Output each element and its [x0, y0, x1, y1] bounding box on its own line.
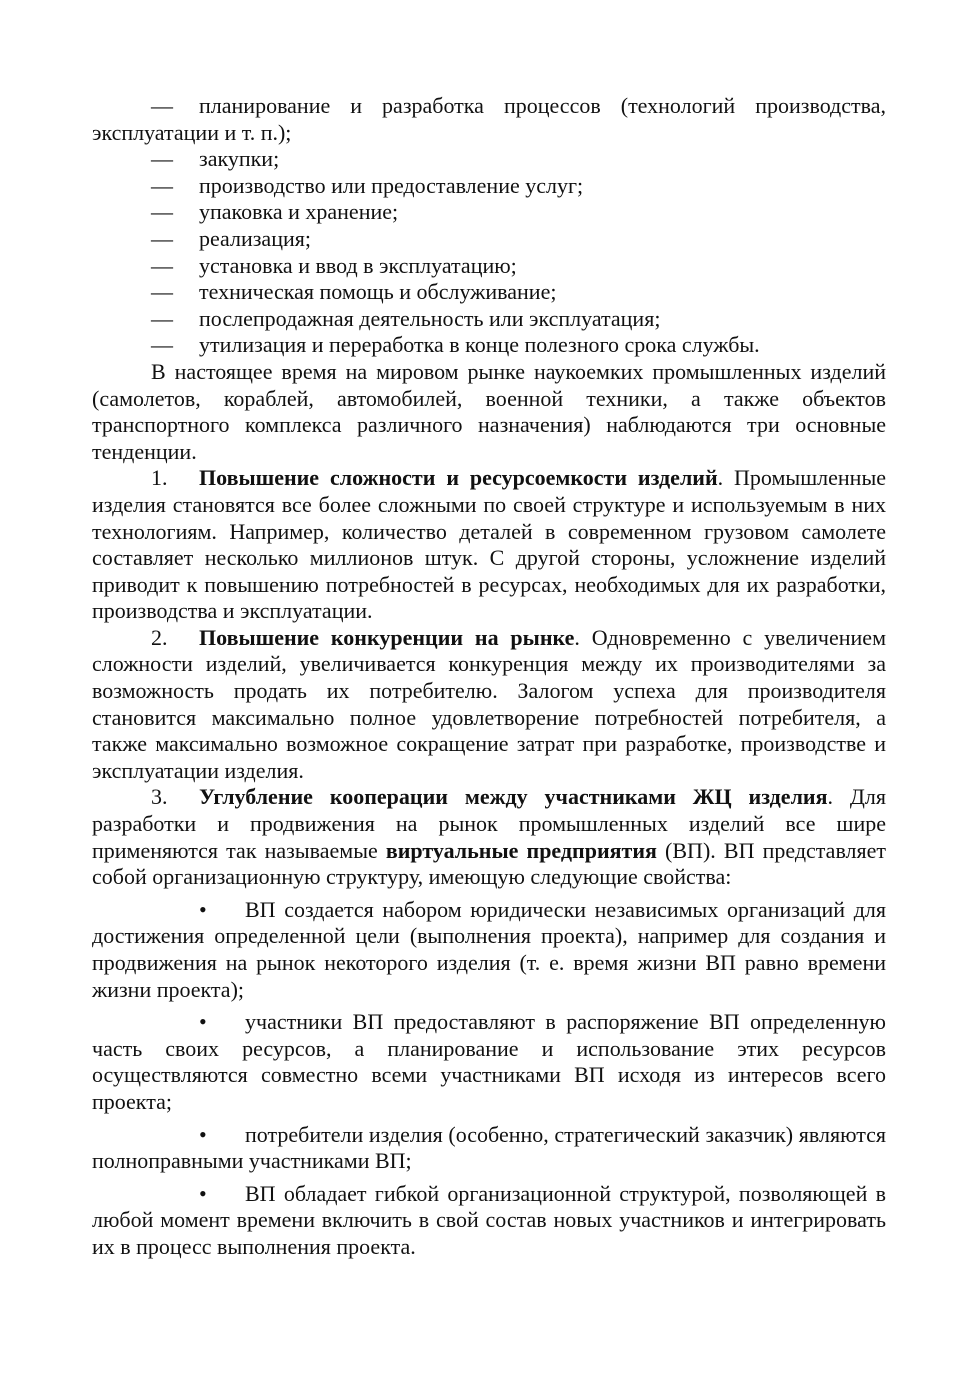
trend-number: 2. [151, 624, 168, 650]
vp-properties-list [92, 897, 886, 1261]
dash-marker: — [151, 199, 173, 225]
bullet-marker: • [199, 1180, 207, 1206]
list-item-text: реализация; [199, 225, 311, 251]
list-item-text: ВП создается набором юридически независимых организаций для достижения определенной цели (выполнения проекта), например для создания и продвижения на рынок некоторого изделия (т. е. время жизни ВП равно времени жизни проекта); [92, 896, 886, 1002]
list-item-text: утилизация и переработка в конце полезного срока службы. [199, 332, 760, 358]
list-item [92, 146, 886, 173]
list-item-text: упаковка и хранение; [199, 199, 399, 225]
list-item [92, 1009, 886, 1115]
list-item [92, 173, 886, 200]
intro-paragraph: В настоящее время на мировом рынке наукоемких промышленных изделий (самолетов, кораблей, автомобилей, военной техники, а также объектов транспортного комплекса различного назначения) наблюдаются три основные тенденции. [92, 358, 886, 464]
list-item [92, 253, 886, 280]
list-item [92, 226, 886, 253]
list-item [92, 279, 886, 306]
trend-item-1 [92, 465, 886, 625]
trend-title: Повышение конкуренции на рынке [199, 624, 575, 650]
lifecycle-stage-list [92, 93, 886, 359]
bullet-marker: • [199, 896, 207, 922]
list-item-text: послепродажная деятельность или эксплуатация; [199, 305, 661, 331]
dash-marker: — [151, 305, 173, 331]
list-item-text: участники ВП предоставляют в распоряжение ВП определенную часть своих ресурсов, а планирование и использование этих ресурсов осуществляются совместно всеми участниками ВП исходя из интересов всего проекта; [92, 1009, 886, 1114]
list-item-text: закупки; [199, 146, 280, 172]
trend-text: . Промышленные изделия становятся все более сложными по своей структуре и используемым в них технологиям. Например, количество деталей в современном грузовом самолете составляет несколько миллионов штук. С другой стороны, усложнение изделий приводит к повышению потребностей в ресурсах, необходимых для их разработки, производства и эксплуатации. [92, 465, 886, 624]
list-item [92, 1181, 886, 1261]
dash-marker: — [151, 146, 173, 172]
list-item [92, 1122, 886, 1175]
list-item [92, 93, 886, 146]
list-item-text: установка и ввод в эксплуатацию; [199, 252, 517, 278]
trend-item-3 [92, 784, 886, 890]
list-item-text: техническая помощь и обслуживание; [199, 279, 557, 305]
list-item-text: производство или предоставление услуг; [199, 172, 584, 198]
dash-marker: — [151, 279, 173, 305]
trend-text: . Одновременно с увеличением сложности изделий, увеличивается конкуренция между их производителями за возможность продать их потребителю. Залогом успеха для производителя становится максимально полное удовлетворение потребностей потребителя, а также максимально возможное сокращение затрат при разработке, производстве и эксплуатации изделия. [92, 624, 886, 783]
list-item [92, 897, 886, 1003]
trend-text-after: (ВП). ВП представляет собой организационную структуру, имеющую следующие свойства: [92, 837, 887, 890]
bullet-marker: • [199, 1009, 207, 1035]
list-item-text: планирование и разработка процессов (технологий производства, эксплуатации и т. п.); [92, 93, 886, 145]
bullet-marker: • [199, 1121, 207, 1147]
list-item-text: ВП обладает гибкой организационной структурой, позволяющей в любой момент времени включить в свой состав новых участников и интегрировать их в процесс выполнения проекта. [92, 1180, 886, 1259]
trend-number: 3. [151, 784, 168, 810]
trend-number: 1. [151, 465, 168, 491]
trend-text-before: . Для разработки и продвижения на рынок промышленных изделий все шире применяются так называемые [92, 784, 887, 863]
dash-marker: — [151, 172, 173, 198]
dash-marker: — [151, 332, 173, 358]
list-item [92, 332, 886, 359]
trend-title: Углубление кооперации между участниками ЖЦ изделия [199, 784, 828, 810]
list-item [92, 199, 886, 226]
list-item-text: потребители изделия (особенно, стратегический заказчик) являются полноправными участниками ВП; [92, 1121, 886, 1174]
list-item [92, 306, 886, 333]
bold-term: виртуальные предприятия [385, 837, 657, 863]
trend-item-2 [92, 625, 886, 785]
dash-marker: — [151, 93, 173, 118]
trend-title: Повышение сложности и ресурсоемкости изделий [199, 465, 718, 491]
document-page [92, 93, 886, 1261]
dash-marker: — [151, 252, 173, 278]
dash-marker: — [151, 225, 173, 251]
